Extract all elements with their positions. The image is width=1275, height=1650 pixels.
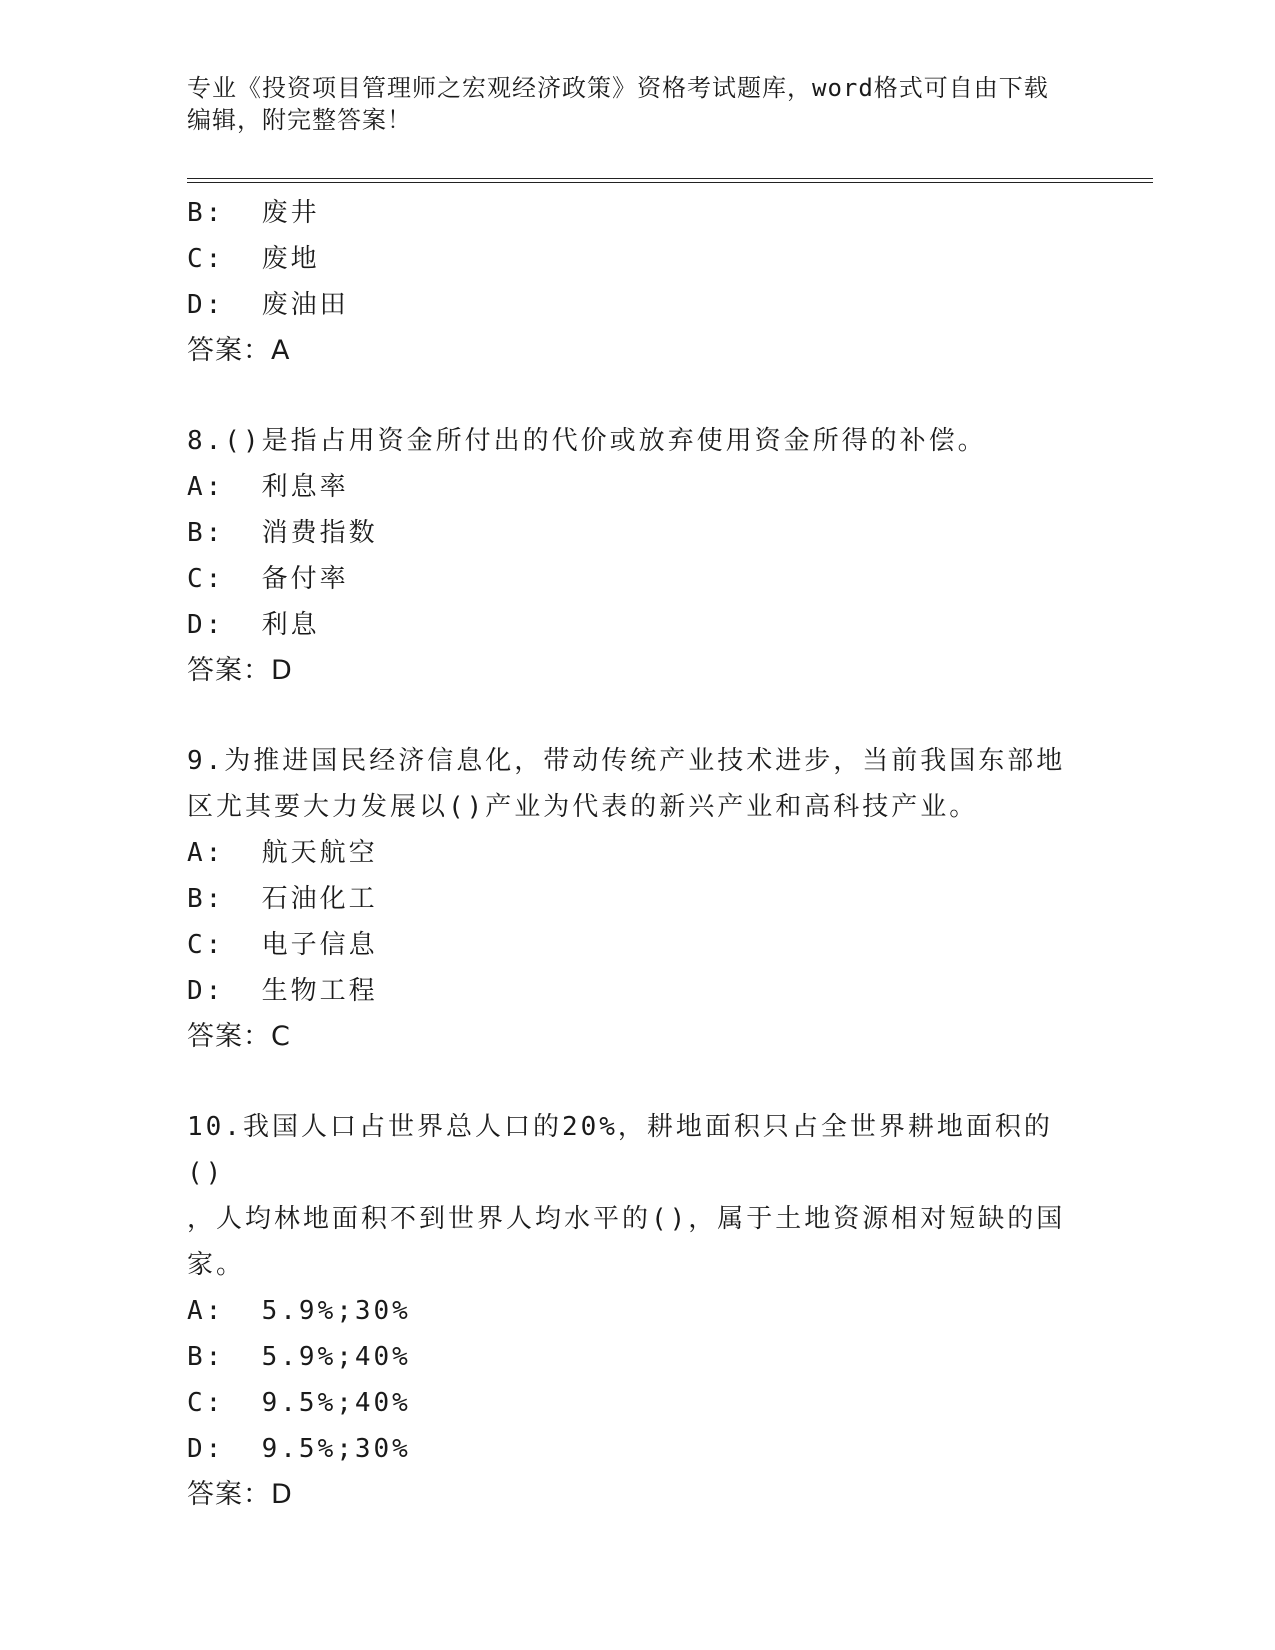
option-b: B: 5.9%;40% — [187, 1342, 411, 1372]
option-c: C: 废地 — [187, 244, 320, 274]
question-9 — [187, 738, 1067, 1060]
option-a: A: 5.9%;30% — [187, 1296, 411, 1326]
spacer — [187, 694, 1067, 738]
option-d: D: 9.5%;30% — [187, 1434, 411, 1464]
question-10 — [187, 1104, 1067, 1518]
option-c: C: 电子信息 — [187, 930, 378, 960]
question-stem-line-1: 9.为推进国民经济信息化，带动传统产业技术进步，当前我国东部地 — [187, 746, 1066, 776]
question-list — [187, 190, 1067, 1518]
question-7 — [187, 190, 1067, 374]
option-c: C: 备付率 — [187, 564, 349, 594]
answer-line: 答案：D — [187, 655, 293, 686]
answer-line: 答案：C — [187, 1021, 291, 1052]
question-stem-line-1: 10.我国人口占世界总人口的20%，耕地面积只占全世界耕地面积的() — [187, 1112, 1053, 1188]
question-stem-line-2: ，人均林地面积不到世界人均水平的()，属于土地资源相对短缺的国 — [187, 1204, 1066, 1234]
option-b: B: 石油化工 — [187, 884, 378, 914]
option-a: A: 利息率 — [187, 472, 349, 502]
option-a: A: 航天航空 — [187, 838, 378, 868]
answer-line: 答案：A — [187, 335, 291, 366]
header-divider-bottom — [187, 182, 1153, 183]
option-d: D: 废油田 — [187, 290, 349, 320]
option-b: B: 消费指数 — [187, 518, 378, 548]
question-8 — [187, 418, 1067, 694]
option-c: C: 9.5%;40% — [187, 1388, 411, 1418]
option-d: D: 生物工程 — [187, 976, 378, 1006]
answer-line: 答案：D — [187, 1479, 293, 1510]
option-b: B: 废井 — [187, 198, 320, 228]
spacer — [187, 1060, 1067, 1104]
question-stem: 8.()是指占用资金所付出的代价或放弃使用资金所得的补偿。 — [187, 426, 987, 456]
header-intro-text: 专业《投资项目管理师之宏观经济政策》资格考试题库，word格式可自由下载编辑，附完整答案！ — [187, 74, 1049, 134]
option-d: D: 利息 — [187, 610, 320, 640]
question-stem-line-3: 家。 — [187, 1250, 246, 1280]
question-stem-line-2: 区尤其要大力发展以()产业为代表的新兴产业和高科技产业。 — [187, 792, 979, 822]
header-divider-top — [187, 178, 1153, 179]
spacer — [187, 374, 1067, 418]
document-header — [187, 72, 1067, 136]
